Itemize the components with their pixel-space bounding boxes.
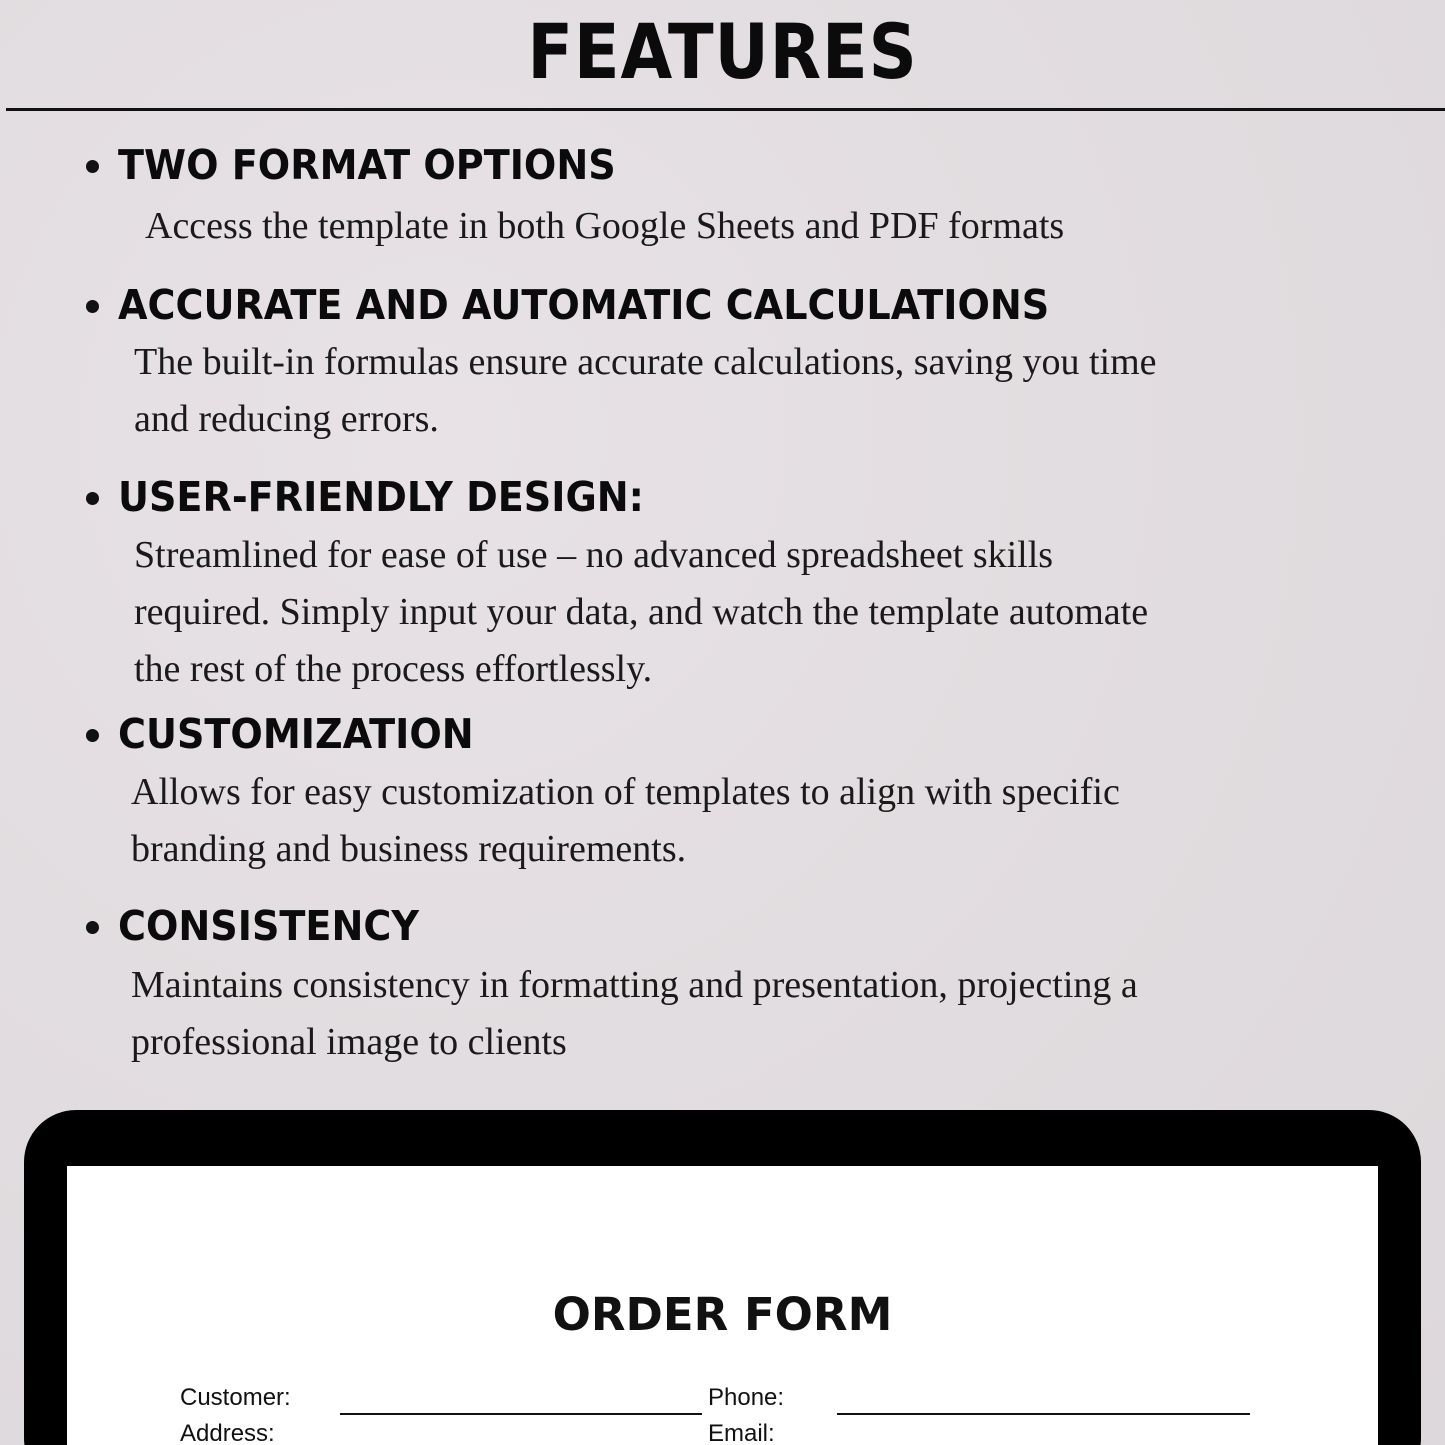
- phone-field-line: [837, 1413, 1250, 1415]
- feature-title: CUSTOMIZATION: [118, 710, 474, 758]
- customer-label: Customer:: [180, 1384, 291, 1411]
- order-form-preview: [67, 1166, 1378, 1445]
- customer-field-line: [340, 1413, 702, 1415]
- feature-title: ACCURATE AND AUTOMATIC CALCULATIONS: [118, 281, 1050, 329]
- feature-description: Streamlined for ease of use – no advanced spreadsheet skills required. Simply input your data, and watch the template automate the rest of the process effortlessly.: [134, 534, 1149, 690]
- bullet-icon: [86, 300, 99, 313]
- feature-description: The built-in formulas ensure accurate calculations, saving you time and reducing errors.: [134, 341, 1157, 440]
- phone-label: Phone:: [708, 1384, 785, 1411]
- feature-description: Access the template in both Google Sheets and PDF formats: [145, 205, 1065, 247]
- bullet-icon: [86, 492, 99, 505]
- bullet-icon: [86, 160, 99, 173]
- email-label: Email:: [708, 1420, 775, 1445]
- page-heading: FEATURES: [527, 7, 918, 96]
- feature-description: Allows for easy customization of templates to align with specific branding and business requirements.: [131, 771, 1120, 870]
- feature-title: TWO FORMAT OPTIONS: [118, 141, 616, 189]
- bullet-icon: [86, 729, 99, 742]
- bullet-icon: [86, 921, 99, 934]
- heading-divider: [6, 108, 1445, 111]
- feature-title: USER-FRIENDLY DESIGN:: [118, 473, 644, 521]
- address-label: Address:: [180, 1420, 275, 1445]
- feature-description: Maintains consistency in formatting and presentation, projecting a professional image to clients: [131, 964, 1138, 1063]
- order-form-title: ORDER FORM: [552, 1288, 893, 1341]
- feature-title: CONSISTENCY: [118, 902, 419, 950]
